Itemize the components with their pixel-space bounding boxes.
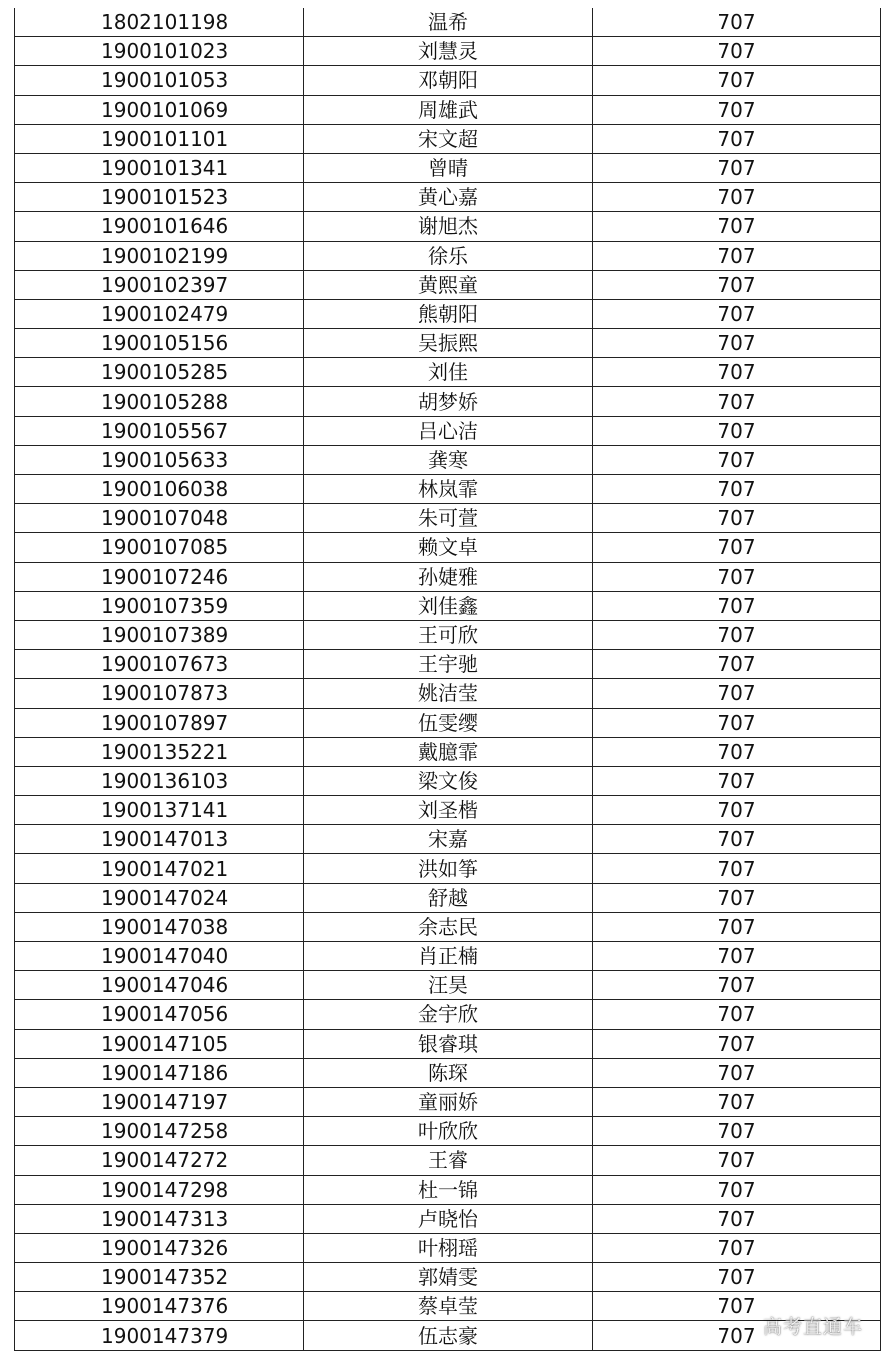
- student-id-cell: 1900107246: [15, 562, 304, 591]
- table-row: [15, 66, 881, 95]
- student-id-cell: 1900147326: [15, 1233, 304, 1262]
- table-row: [15, 387, 881, 416]
- score-cell: 707: [593, 1263, 881, 1292]
- student-id-cell: 1900147313: [15, 1204, 304, 1233]
- student-id-cell: 1900101053: [15, 66, 304, 95]
- score-cell: 707: [593, 971, 881, 1000]
- student-name-cell: 伍志豪: [304, 1321, 593, 1350]
- score-cell: 707: [593, 1321, 881, 1350]
- student-name-cell: 杜一锦: [304, 1175, 593, 1204]
- score-cell: 707: [593, 883, 881, 912]
- student-name-cell: 银睿琪: [304, 1029, 593, 1058]
- score-cell: 707: [593, 95, 881, 124]
- score-cell: 707: [593, 445, 881, 474]
- student-id-cell: 1900101523: [15, 183, 304, 212]
- student-id-cell: 1900105285: [15, 358, 304, 387]
- score-cell: 707: [593, 124, 881, 153]
- table-row: [15, 679, 881, 708]
- score-table: [14, 8, 881, 1351]
- table-row: [15, 37, 881, 66]
- score-cell: 707: [593, 1000, 881, 1029]
- student-name-cell: 赖文卓: [304, 533, 593, 562]
- score-cell: 707: [593, 942, 881, 971]
- table-row: [15, 153, 881, 182]
- student-name-cell: 王睿: [304, 1146, 593, 1175]
- student-id-cell: 1900101069: [15, 95, 304, 124]
- table-row: [15, 883, 881, 912]
- score-cell: 707: [593, 416, 881, 445]
- student-id-cell: 1900147038: [15, 912, 304, 941]
- student-id-cell: 1802101198: [15, 8, 304, 37]
- table-row: [15, 766, 881, 795]
- score-cell: 707: [593, 620, 881, 649]
- score-cell: 707: [593, 37, 881, 66]
- table-row: [15, 533, 881, 562]
- student-name-cell: 肖正楠: [304, 942, 593, 971]
- student-id-cell: 1900147024: [15, 883, 304, 912]
- table-row: [15, 1204, 881, 1233]
- student-id-cell: 1900102479: [15, 299, 304, 328]
- score-cell: 707: [593, 679, 881, 708]
- student-id-cell: 1900147258: [15, 1117, 304, 1146]
- score-cell: 707: [593, 766, 881, 795]
- table-row: [15, 562, 881, 591]
- table-row: [15, 912, 881, 941]
- student-id-cell: 1900147021: [15, 854, 304, 883]
- score-cell: 707: [593, 1087, 881, 1116]
- student-id-cell: 1900136103: [15, 766, 304, 795]
- student-id-cell: 1900107359: [15, 591, 304, 620]
- student-name-cell: 梁文俊: [304, 766, 593, 795]
- table-row: [15, 825, 881, 854]
- score-cell: 707: [593, 1058, 881, 1087]
- student-id-cell: 1900101023: [15, 37, 304, 66]
- student-id-cell: 1900105633: [15, 445, 304, 474]
- student-name-cell: 姚洁莹: [304, 679, 593, 708]
- student-name-cell: 舒越: [304, 883, 593, 912]
- student-id-cell: 1900107897: [15, 708, 304, 737]
- student-id-cell: 1900106038: [15, 475, 304, 504]
- score-cell: 707: [593, 475, 881, 504]
- score-cell: 707: [593, 1292, 881, 1321]
- student-name-cell: 王宇驰: [304, 650, 593, 679]
- student-id-cell: 1900107389: [15, 620, 304, 649]
- table-row: [15, 1058, 881, 1087]
- student-name-cell: 刘佳: [304, 358, 593, 387]
- score-table-container: [14, 8, 880, 1351]
- table-row: [15, 708, 881, 737]
- score-cell: 707: [593, 212, 881, 241]
- student-name-cell: 黄心嘉: [304, 183, 593, 212]
- student-id-cell: 1900102199: [15, 241, 304, 270]
- score-cell: 707: [593, 1175, 881, 1204]
- score-cell: 707: [593, 1029, 881, 1058]
- student-id-cell: 1900147040: [15, 942, 304, 971]
- table-row: [15, 241, 881, 270]
- table-row: [15, 1000, 881, 1029]
- score-cell: 707: [593, 153, 881, 182]
- score-cell: 707: [593, 562, 881, 591]
- student-name-cell: 朱可萱: [304, 504, 593, 533]
- student-name-cell: 曾晴: [304, 153, 593, 182]
- student-name-cell: 王可欣: [304, 620, 593, 649]
- table-row: [15, 942, 881, 971]
- student-name-cell: 孙婕雅: [304, 562, 593, 591]
- student-name-cell: 龚寒: [304, 445, 593, 474]
- student-name-cell: 徐乐: [304, 241, 593, 270]
- score-cell: 707: [593, 1117, 881, 1146]
- score-cell: 707: [593, 299, 881, 328]
- score-cell: 707: [593, 358, 881, 387]
- score-cell: 707: [593, 8, 881, 37]
- student-id-cell: 1900105567: [15, 416, 304, 445]
- student-name-cell: 童丽娇: [304, 1087, 593, 1116]
- student-name-cell: 温希: [304, 8, 593, 37]
- score-cell: 707: [593, 66, 881, 95]
- student-name-cell: 邓朝阳: [304, 66, 593, 95]
- student-name-cell: 叶欣欣: [304, 1117, 593, 1146]
- table-row: [15, 1087, 881, 1116]
- table-row: [15, 1175, 881, 1204]
- score-cell: 707: [593, 1146, 881, 1175]
- score-cell: 707: [593, 796, 881, 825]
- student-name-cell: 洪如筝: [304, 854, 593, 883]
- score-cell: 707: [593, 504, 881, 533]
- table-row: [15, 971, 881, 1000]
- score-cell: 707: [593, 591, 881, 620]
- student-id-cell: 1900147379: [15, 1321, 304, 1350]
- table-row: [15, 1292, 881, 1321]
- table-row: [15, 1233, 881, 1262]
- student-id-cell: 1900107085: [15, 533, 304, 562]
- student-id-cell: 1900147197: [15, 1087, 304, 1116]
- table-row: [15, 329, 881, 358]
- watermark-text: 高考直通车: [762, 1316, 863, 1338]
- score-cell: 707: [593, 241, 881, 270]
- student-id-cell: 1900107048: [15, 504, 304, 533]
- student-name-cell: 卢晓怡: [304, 1204, 593, 1233]
- student-name-cell: 蔡卓莹: [304, 1292, 593, 1321]
- student-name-cell: 黄熙童: [304, 270, 593, 299]
- student-name-cell: 刘圣楷: [304, 796, 593, 825]
- score-cell: 707: [593, 825, 881, 854]
- table-row: [15, 1029, 881, 1058]
- score-cell: 707: [593, 387, 881, 416]
- student-name-cell: 谢旭杰: [304, 212, 593, 241]
- student-id-cell: 1900101646: [15, 212, 304, 241]
- table-row: [15, 8, 881, 37]
- student-id-cell: 1900101101: [15, 124, 304, 153]
- table-row: [15, 1117, 881, 1146]
- student-name-cell: 林岚霏: [304, 475, 593, 504]
- table-row: [15, 212, 881, 241]
- student-name-cell: 宋嘉: [304, 825, 593, 854]
- table-row: [15, 591, 881, 620]
- student-id-cell: 1900137141: [15, 796, 304, 825]
- student-id-cell: 1900147352: [15, 1263, 304, 1292]
- table-row: [15, 475, 881, 504]
- student-name-cell: 汪昊: [304, 971, 593, 1000]
- score-cell: 707: [593, 270, 881, 299]
- student-name-cell: 吕心洁: [304, 416, 593, 445]
- student-name-cell: 伍雯缨: [304, 708, 593, 737]
- score-cell: 707: [593, 1204, 881, 1233]
- table-row: [15, 854, 881, 883]
- table-row: [15, 445, 881, 474]
- score-cell: 707: [593, 1233, 881, 1262]
- score-table-body: [15, 8, 881, 1350]
- table-row: [15, 358, 881, 387]
- table-row: [15, 620, 881, 649]
- student-id-cell: 1900147013: [15, 825, 304, 854]
- table-row: [15, 650, 881, 679]
- student-name-cell: 郭婧雯: [304, 1263, 593, 1292]
- table-row: [15, 1146, 881, 1175]
- student-name-cell: 熊朝阳: [304, 299, 593, 328]
- table-row: [15, 504, 881, 533]
- score-cell: 707: [593, 329, 881, 358]
- student-name-cell: 叶栩瑶: [304, 1233, 593, 1262]
- score-cell: 707: [593, 708, 881, 737]
- student-id-cell: 1900105156: [15, 329, 304, 358]
- student-id-cell: 1900107873: [15, 679, 304, 708]
- student-name-cell: 金宇欣: [304, 1000, 593, 1029]
- student-id-cell: 1900147105: [15, 1029, 304, 1058]
- table-row: [15, 183, 881, 212]
- student-id-cell: 1900147186: [15, 1058, 304, 1087]
- score-cell: 707: [593, 737, 881, 766]
- table-row: [15, 270, 881, 299]
- table-row: [15, 124, 881, 153]
- student-id-cell: 1900135221: [15, 737, 304, 766]
- student-id-cell: 1900147046: [15, 971, 304, 1000]
- table-row: [15, 1321, 881, 1350]
- student-id-cell: 1900147272: [15, 1146, 304, 1175]
- score-cell: 707: [593, 183, 881, 212]
- student-name-cell: 胡梦娇: [304, 387, 593, 416]
- table-row: [15, 95, 881, 124]
- student-id-cell: 1900105288: [15, 387, 304, 416]
- student-name-cell: 刘慧灵: [304, 37, 593, 66]
- table-row: [15, 299, 881, 328]
- student-id-cell: 1900147376: [15, 1292, 304, 1321]
- student-id-cell: 1900107673: [15, 650, 304, 679]
- table-row: [15, 416, 881, 445]
- student-name-cell: 宋文超: [304, 124, 593, 153]
- student-id-cell: 1900102397: [15, 270, 304, 299]
- student-name-cell: 陈琛: [304, 1058, 593, 1087]
- student-id-cell: 1900147056: [15, 1000, 304, 1029]
- score-cell: 707: [593, 650, 881, 679]
- student-id-cell: 1900101341: [15, 153, 304, 182]
- student-name-cell: 余志民: [304, 912, 593, 941]
- student-name-cell: 刘佳鑫: [304, 591, 593, 620]
- table-row: [15, 796, 881, 825]
- table-row: [15, 1263, 881, 1292]
- student-name-cell: 戴臆霏: [304, 737, 593, 766]
- student-id-cell: 1900147298: [15, 1175, 304, 1204]
- score-cell: 707: [593, 912, 881, 941]
- score-cell: 707: [593, 533, 881, 562]
- table-row: [15, 737, 881, 766]
- score-cell: 707: [593, 854, 881, 883]
- student-name-cell: 吴振熙: [304, 329, 593, 358]
- student-name-cell: 周雄武: [304, 95, 593, 124]
